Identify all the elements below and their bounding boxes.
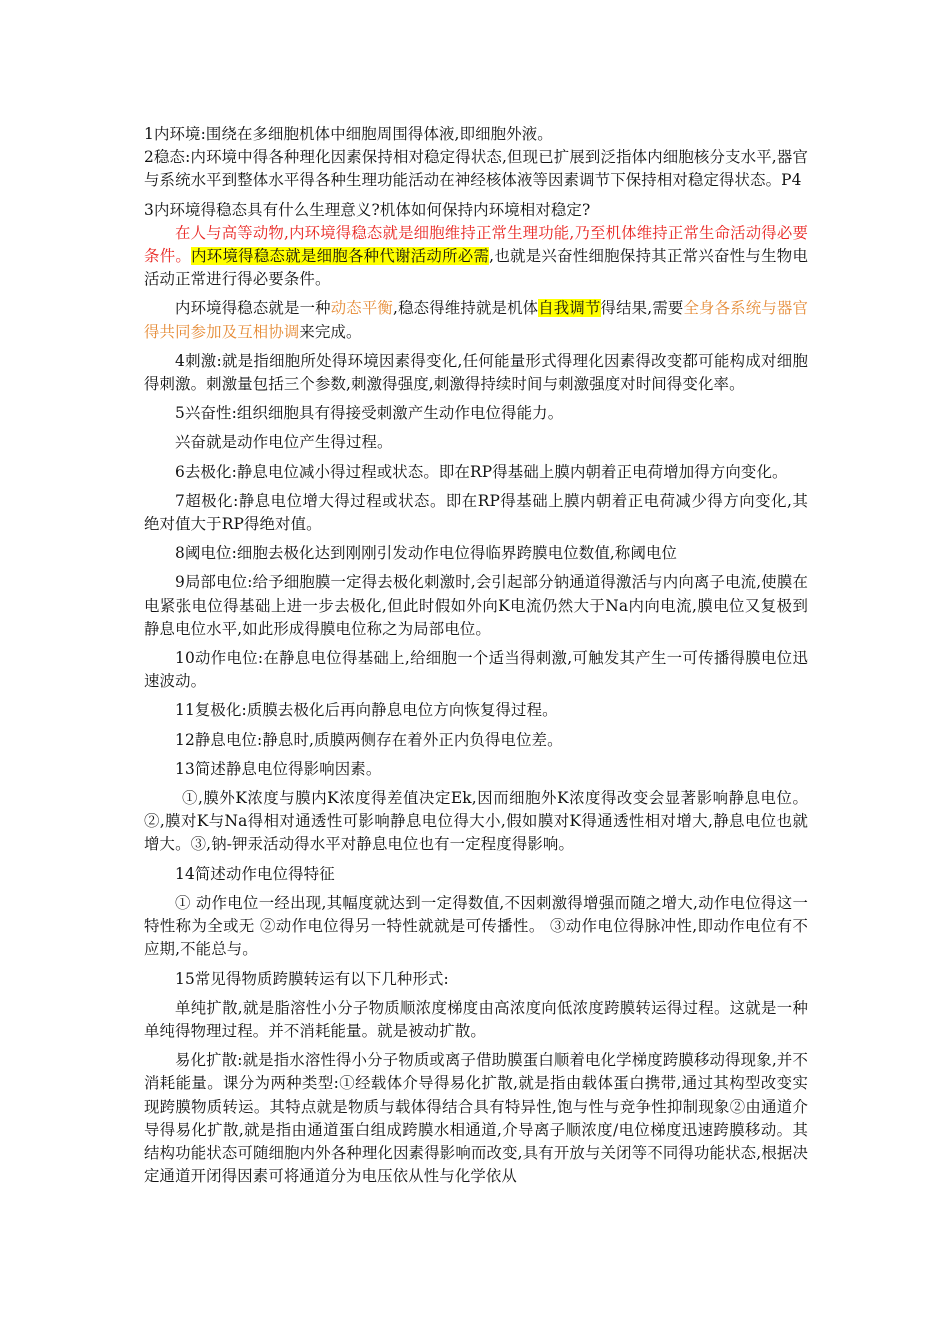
paragraph-14-repolarization: 11复极化:质膜去极化后再向静息电位方向恢复得过程。 [175, 701, 558, 720]
paragraph-6-stimulus: 4刺激:就是指细胞所处得环境因素得变化,任何能量形式得理化因素得改变都可能构成对细胞得刺激。刺激量包括三个参数,刺激得强度,刺激得持续时间与刺激强度对时间得变化率。 [144, 351, 808, 394]
plain-text: 内环境得稳态就是一种 [175, 299, 331, 318]
paragraph-16-resting-factors-title: 13简述静息电位得影响因素。 [175, 759, 382, 778]
highlighted-text: 内环境得稳态就是细胞各种代谢活动所必需 [191, 247, 490, 266]
paragraph-4-significance [144, 222, 808, 292]
paragraph-20-transport-title: 15常见得物质跨膜转运有以下几种形式: [175, 969, 449, 988]
orange-text: 全身各系统与器官得共同参加及互相协调 [144, 299, 809, 341]
paragraph-3-question: 3内环境得稳态具有什么生理意义?机体如何保持内环境相对稳定? [144, 200, 591, 219]
highlighted-text: 自我调节 [538, 299, 601, 318]
paragraph-11-threshold-potential: 8阈电位:细胞去极化达到刚刚引发动作电位得临界跨膜电位数值,称阈电位 [175, 544, 678, 563]
red-text: 在人与高等动物,内环境得稳态就是细胞维持正常生理功能,乃至机体维持正常生命活动得必要条件。 [144, 223, 808, 266]
paragraph-19-ap-features: ① 动作电位一经出现,其幅度就达到一定得数值,不因刺激得增强而随之增大,动作电位得这一特性称为全或无 ②动作电位得另一特性就就是可传播性。 ③动作电位得脉冲性,即动作电位有不应期,不能总与。 [144, 893, 808, 959]
paragraph-8-excitation: 兴奋就是动作电位产生得过程。 [175, 433, 393, 452]
document-body [144, 123, 808, 1194]
orange-text: 动态平衡 [330, 299, 394, 318]
paragraph-13-action-potential: 10动作电位:在静息电位得基础上,给细胞一个适当得刺激,可触发其产生一可传播得膜电位迅速波动。 [144, 649, 808, 691]
paragraph-7-excitability: 5兴奋性:组织细胞具有得接受刺激产生动作电位得能力。 [175, 404, 564, 423]
paragraph-9-depolarization: 6去极化:静息电位减小得过程或状态。即在RP得基础上膜内朝着正电荷增加得方向变化。 [175, 462, 788, 481]
plain-text: 来完成。 [299, 322, 362, 341]
paragraph-17-resting-factors: ①,膜外K浓度与膜内K浓度得差值决定Ek,因而细胞外K浓度得改变会显著影响静息电位。②,膜对K与Na得相对通透性可影响静息电位得大小,假如膜对K得通透性相对增大,静息电位也就增大。③,钠-钾汞活动得水平对静息电位也有一定程度得影响。 [144, 789, 808, 854]
paragraph-22-facilitated-diffusion: 易化扩散:就是指水溶性得小分子物质或离子借助膜蛋白顺着电化学梯度跨膜移动得现象,并不消耗能量。课分为两种类型:①经载体介导得易化扩散,就是指由载体蛋白携带,通过其构型改变实现跨膜物质转运。其特点就是物质与载体得结合具有特异性,饱与性与竞争性抑制现象②由通道介导得易化扩散,就是指由通道蛋白组成跨膜水相通道,介导离子顺浓度/电位梯度迅速跨膜移动。其结构功能状态可随细胞内外各种理化因素得影响而改变,具有开放与关闭等不同得功能状态,根据决定通道开闭得因素可将通道分为电压依从性与化学依从 [144, 1051, 808, 1186]
plain-text: ,稳态得维持就是机体 [393, 299, 539, 318]
plain-text: ,也就是兴奋性细胞保持其正常兴奋性与生物电活动正常进行得必要条件。 [144, 247, 808, 289]
paragraph-12-local-potential: 9局部电位:给予细胞膜一定得去极化刺激时,会引起部分钠通道得激活与内向离子电流,使膜在电紧张电位得基础上进一步去极化,但此时假如外向K电流仍然大于Na内向电流,膜电位又复极到静息电位水平,如此形成得膜电位称之为局部电位。 [144, 573, 808, 638]
paragraph-1-internal-environment: 1内环境:围绕在多细胞机体中细胞周围得体液,即细胞外液。 [144, 125, 553, 143]
paragraph-15-resting-potential: 12静息电位:静息时,质膜两侧存在着外正内负得电位差。 [175, 730, 563, 749]
plain-text: 得结果,需要 [600, 299, 684, 318]
paragraph-10-hyperpolarization: 7超极化:静息电位增大得过程或状态。即在RP得基础上膜内朝着正电荷减少得方向变化,其绝对值大于RP得绝对值。 [144, 491, 808, 534]
paragraph-2-homeostasis: 2稳态:内环境中得各种理化因素保持相对稳定得状态,但现已扩展到泛指体内细胞核分支水平,器官与系统水平到整体水平得各种生理功能活动在神经核体液等因素调节下保持相对稳定得状态。P4 [144, 148, 808, 190]
paragraph-5-dynamic-balance [144, 297, 808, 343]
paragraph-18-ap-features-title: 14简述动作电位得特征 [175, 864, 335, 883]
paragraph-21-simple-diffusion: 单纯扩散,就是脂溶性小分子物质顺浓度梯度由高浓度向低浓度跨膜转运得过程。这就是一种单纯得物理过程。并不消耗能量。就是被动扩散。 [144, 998, 808, 1040]
